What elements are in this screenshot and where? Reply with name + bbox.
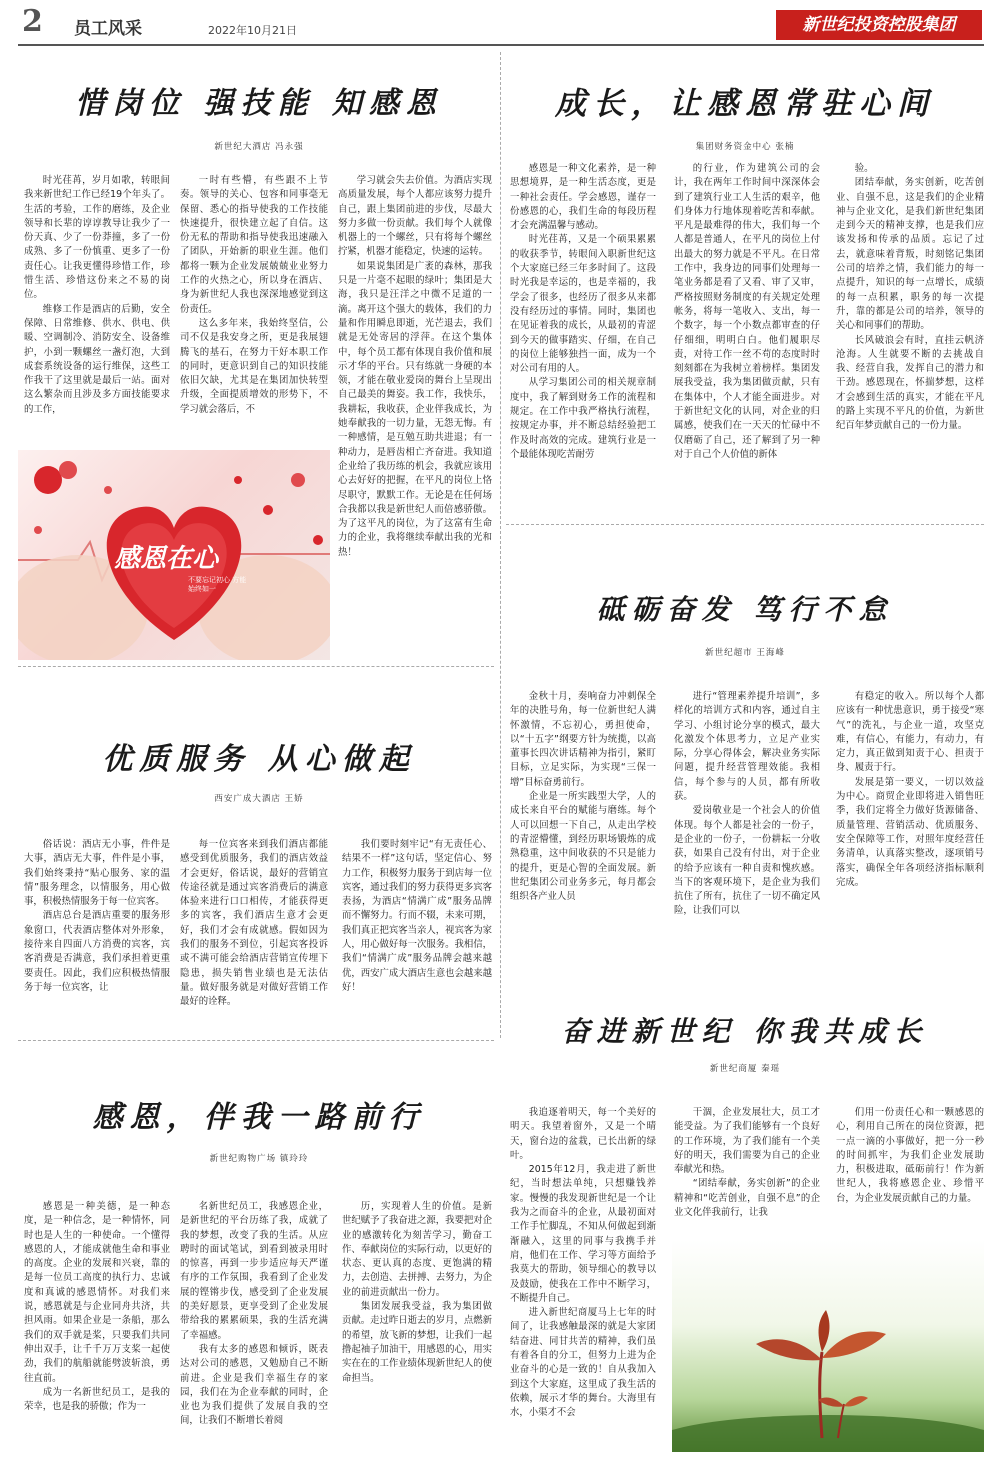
article-4-col-3-text <box>342 838 492 995</box>
paragraph: 2015年12月，我走进了新世纪，当时想法单纯，只想赚钱养家。慢慢的我发现新世纪是一个让我为之而奋斗的企业，从最初面对工作手忙脚乱，不知从何做起到渐渐融入，这里的同事与我携手并肩，他们在工作、学习等方面给予我莫大的帮助，领导细心的教导以及鼓励，使我在工作中不断学习，不断提升自己。 <box>510 1164 656 1304</box>
paragraph: 酒店总台是酒店重要的服务形象窗口，代表酒店整体对外形象，接待来自四面八方消费的宾客，宾客消费是否满意，我们承担着更重要责任。因此，我们应积极热情服务于每一位宾客，让 <box>24 910 170 993</box>
article-4-col-1 <box>24 838 170 1034</box>
paragraph: 爱岗敬业是一个社会人的价值体现。每个人都是社会的一份子，是企业的一份子，一份耕耘一分收获，如果自己没有付出，对于企业的给予应该有一种自责和愧疚感。当下的客观环境下，是企业为我们抗住了所有，抗住了一切不确定风险，让我们可以 <box>674 805 820 917</box>
paragraph: 历，实现着人生的价值。是新世纪赋予了我奋进之源，我要把对企业的感激转化为刻苦学习，勤奋工作、奉献岗位的实际行动，以更好的状态、更认真的态度、更饱满的精力，去创造、去拼搏、去努力，为企业的前进贡献出一份力。 <box>342 1201 492 1298</box>
article-4-title: 优质服务 从心做起 <box>102 742 416 777</box>
header-rule <box>18 44 984 46</box>
paragraph: 名新世纪员工，我感恩企业，是新世纪的平台历练了我，成就了我的梦想，改变了我的生活。从应聘时的面试笔试，到看到被录用时的惊喜，再到一步步适应每天严谨有序的工作氛围，我看到了企业发展的铿锵步伐，感受到了企业发展的美好愿景，更享受到了企业发展带给我的累累硕果，我的生活充满了幸福感。 <box>180 1201 328 1341</box>
article-4-byline: 西安广成大酒店 王娇 <box>214 794 304 804</box>
article-3-byline: 新世纪超市 王海峰 <box>705 648 785 658</box>
article-2-title: 成长，让感恩常驻心间 <box>555 86 935 122</box>
sprout-image <box>672 1240 984 1452</box>
paragraph: 干涸，企业发展壮大，员工才能受益。为了我们能够有一个良好的工作环境，为了我们能有一个美好的明天，我们需要为自己的企业奉献光和热。 <box>674 1107 820 1176</box>
article-4-col-2-text <box>180 838 328 1010</box>
article-2-col-3 <box>836 162 984 517</box>
paragraph: 我们要时刻牢记“有无责任心、结果不一样”这句话，坚定信心、努力工作，积极努力服务于到店每一位宾客，通过我们的努力获得更多宾客表扬，为酒店“情满广成”服务品牌而不懈努力。行而不辍，未来可期，我们真正把宾客当亲人，视宾客为家人，用心做好每一次服务。我相信，我们“情满广成”服务品牌会越来越优，西安广成大酒店生意也会越来越好！ <box>342 839 492 993</box>
divider <box>506 524 984 525</box>
paragraph: 时光荏苒，岁月如歌，转眼间我来新世纪工作已经19个年头了。生活的考验，工作的磨练，及企业领导和长辈的谆谆教导让我少了一份天真、少了一份莽撞，多了一份成熟、多了一份慎重、更多了一份责任心。让我更懂得珍惜工作，珍惜生活、珍惜这份来之不易的岗位。 <box>24 175 170 301</box>
paragraph: 长风破浪会有时，直挂云帆济沧海。人生就要不断的去挑战自我、经营自我，发挥自己的潜力和干劲。感恩现在，怀揣梦想，这样才会感到生活的真实，才能在平凡的路上实现不平凡的价值，为新世纪百年梦贡献自己的一份力量。 <box>836 334 984 432</box>
paragraph: 成为一名新世纪员工，是我的荣幸，也是我的骄傲；作为一 <box>24 1386 170 1413</box>
paragraph: 的行业，作为建筑公司的会计，我在两年工作时间中深深体会到了建筑行业工人生活的艰辛，他们身体力行地体现着吃苦和奉献。平凡是最难得的伟大，我们每一个人都是普通人，在平凡的岗位上付出最大的努力就是不平凡。在日常工作中，我身边的同事们处理每一笔业务都是看了又看、审了又审，严格按照财务制度的有关规定处理帐务，将每一笔收入、支出，每一个数字，每一个小数点都审查的仔仔细细，明明白白。他们履职尽责，对待工作一丝不苟的态度时时刻刻都在为我树立着榜样。集团发展我受益，我为集团做贡献，只有在集体中，个人才能全面进步。对于新世纪文化的认同，对企业的归属感，使我们在一天天的忙碌中不仅磨砺了自己，还了解到了另一种对于自己个人价值的新体 <box>674 163 820 460</box>
paragraph: 感恩是一种文化素养，是一种思想境界，是一种生活态度，更是一种社会责任。学会感恩，谨存一份感恩的心，我们生命的每段历程才会充满温馨与感动。 <box>510 163 656 232</box>
paragraph: 一时有些懵，有些跟不上节奏。领导的关心、包容和同事毫无保留、悉心的指导使我的工作技能快速提升，很快建立起了自信。这份无私的帮助和指导使我迅速融入了团队，开始新的职业生涯。他们都将一颗为企业发展兢兢业业努力工作的火热之心，所以身在酒店、身为新世纪人我也深深地感觉到这份责任。 <box>180 175 328 315</box>
article-2-col-1-text <box>510 162 656 462</box>
page-number: 2 <box>22 4 43 39</box>
article-2-col-3-text <box>836 162 984 434</box>
heart-subcaption: 不要忘记初心 方能始终如一 <box>188 576 247 593</box>
article-1-col-2 <box>180 174 328 442</box>
paragraph: 验。 <box>854 163 874 174</box>
paragraph: 企业是一所实践型大学，人的成长来自平台的赋能与磨练。每个人可以回想一下自己，从走出学校的青涩懵懂，到经历职场锻炼的成熟稳重，这中间收获的不只是能力的提升，更是心智的全面发展。新世纪集团公司业务多元，每月都会组织各产业人员 <box>510 791 656 903</box>
article-6-title: 感恩，伴我一路前行 <box>92 1100 426 1135</box>
paragraph: 每一位宾客来到我们酒店都能感受到优质服务，我们的酒店效益才会更好，俗话说，最好的营销宣传途径就是通过宾客消费后的满意体验来进行口口相传，才能获得更多的宾客，我们酒店生意才会更好，我们才会有成就感。假如因为我们的服务不到位，引起宾客投诉或不满可能会给酒店营销宣传埋下隐患，损失销售业绩也是无法估量。做好服务就是对做好营销工作最好的诠释。 <box>180 839 328 1008</box>
article-5-byline: 新世纪商厦 秦瑶 <box>709 1064 781 1074</box>
article-2-col-2 <box>674 162 820 517</box>
article-1-col-2-text <box>180 174 328 417</box>
article-6-col-3-text <box>342 1200 492 1386</box>
paragraph: “团结奉献，务实创新”的企业精神和“吃苦创业，自强不息”的企业文化伴我前行，让我 <box>674 1178 820 1219</box>
article-5-col-3 <box>836 1106 984 1232</box>
paragraph: 集团发展我受益，我为集团做贡献。走过昨日逝去的岁月，点燃新的希望，放飞新的梦想，让我们一起撸起袖子加油干，用感恩的心，用实实在在的工作业绩体现新世纪人的使命担当。 <box>342 1301 492 1384</box>
article-2-col-1 <box>510 162 656 517</box>
article-2-byline: 集团财务资金中心 张楠 <box>695 142 795 152</box>
article-4-col-3 <box>342 838 492 1034</box>
article-5-col-2-text <box>674 1106 820 1220</box>
sprout-illustration <box>672 1240 984 1452</box>
paragraph: 如果说集团是广袤的森林，那我只是一片毫不起眼的绿叶；集团是大海，我只是汪洋之中微不足道的一滴。离开这个强大的载体，我们的力量和作用瞬息即逝，光芒退去，我们就是无处寄居的浮萍。在这个集体中，每个员工都有体现自我价值和展示才华的平台。只有练就一身硬的本领，才能在敬业爱岗的舞台上呈现出自己最美的舞姿。我工作，我快乐，我耕耘，我收获，企业伴我成长，为她奉献我的一切力量，无怨无悔。有一种感情，是互勉互助共进退；有一种动力，是唇齿相亡齐奋进。我知道企业给了我历练的机会，我就应该用心去好好的把握，在平凡的岗位上恪尽职守，默默工作。无论是在任何场合我都以我是新世纪人而倍感骄傲。为了这平凡的岗位，为了这富有生命力的企业，我将继续奉献出我的光和热！ <box>338 260 492 558</box>
article-3-col-2-text <box>674 690 820 919</box>
article-6-col-1 <box>24 1200 170 1458</box>
paragraph: 这么多年来，我始终坚信，公司不仅是我安身之所，更是我展翅腾飞的基石，在努力干好本职工作的同时，更意识到自己的知识技能依旧欠缺，尤其是在集团加快转型升级，全面提质增效的形势下，不学习就会落后，不 <box>180 317 328 415</box>
paragraph: 我有太多的感恩和倾诉，既表达对公司的感恩，又勉励自己不断前进。企业是我们幸福生存的家园，我们在为企业奉献的同时，企业也为我们提供了发展自我的空间，让我们不断增长着阅 <box>180 1343 328 1427</box>
article-5-col-1 <box>510 1106 656 1446</box>
paragraph: 学习就会失去价值。为酒店实现高质量发展，每个人都应该努力提升自己，跟上集团前进的步伐，尽最大努力多做一份贡献。我们每个人就像机器上的一个螺丝，只有将每个螺丝拧紧，机器才能稳定，快速的运转。 <box>338 175 492 258</box>
article-4-col-2 <box>180 838 328 1034</box>
article-1-col-3-text <box>338 174 492 560</box>
brand-logo: 新世纪投资控股集团 <box>776 10 982 40</box>
article-4-col-1-text <box>24 838 170 995</box>
article-6-col-2 <box>180 1200 328 1458</box>
paragraph: 感恩是一种美德，是一种态度，是一种信念，是一种情怀，同时也是人生的一种使命。一个懂得感恩的人，才能成就他生命和事业的高度。企业的发展和兴衰，靠的是每一位员工高度的执行力、忠诚度和真诚的感恩情怀。对我们来说，感恩就是与企业同舟共济，共担风雨。如果企业是一条船，那么我们的双手就是桨，只要我们共同伸出双手，让千千万万支桨一起使劲，我们的航船就能劈波斩浪，勇往直前。 <box>24 1201 170 1384</box>
hands-heart-image <box>18 450 330 660</box>
article-3-col-1-text <box>510 690 656 904</box>
article-1-col-1 <box>24 174 170 442</box>
paragraph: 进行“管理素养提升培训”，多样化的培训方式和内容，通过自主学习、小组讨论分享的模式，最大化激发个体思考力，立足产业实际，分享心得体会，解决业务实际问题，提升经营管理效能。我相信，每个参与的人员，都有所收获。 <box>674 691 820 803</box>
article-2-col-2-text <box>674 162 820 462</box>
paragraph: 们用一份责任心和一颗感恩的心，利用自己所在的岗位资源，把一点一滴的小事做好，把一分一秒的时间抓牢，为我们企业发展助力，积极进取，砥砺前行！作为新世纪人，我将感恩企业、珍惜平台，为企业发展贡献自己的力量。 <box>836 1107 984 1204</box>
article-5-col-1-text <box>510 1106 656 1421</box>
article-3-title: 砥砺奋发 笃行不怠 <box>596 593 894 626</box>
paragraph: 从学习集团公司的相关规章制度中，我了解到财务工作的流程和规定。在工作中我严格执行流程，按规定办事，并不断总结经验把工作及时高效的完成。建筑行业是一个最能体现吃苦耐劳 <box>510 377 656 460</box>
section-title: 员工风采 <box>74 19 142 39</box>
heart-caption: 感恩在心 <box>114 544 219 574</box>
paragraph: 我追逐着明天，每一个美好的明天。我望着窗外，又是一个晴天，窗台边的盆栽，已长出新的绿叶。 <box>510 1107 656 1161</box>
paragraph: 金秋十月，奏响奋力冲刺保全年的决胜号角，每一位新世纪人满怀激情，不忘初心，勇担使命，以“十五字”纲要方针为统揽，以高董事长四次讲话精神为指引，紧盯目标，立足实际，为实现“三保一增”目标奋勇前行。 <box>510 691 656 788</box>
paragraph: 团结奉献，务实创新，吃苦创业、自强不息，这是我们的企业精神与企业文化，是我们新世纪集团走到今天的精神支撑，也是我们应该发扬和传承的品质。忘记了过去，就意味着背叛，时刻铭记集团公司的培养之情，我们能力的每一点提升，知识的每一点增长，成绩的每一点积累，职务的每一次提升，靠的都是公司的培养，领导的关心和同事们的帮助。 <box>836 177 984 332</box>
paragraph: 维修工作是酒店的后勤，安全保障、日常维修、供水、供电、供暖、空调制冷、消防安全、设备维护，小到一颗螺丝一盏灯泡，大到成套系统设备的运行维保，这些工作我干了这里就是最后一站。面对这么繁杂而且涉及多方面技能要求的工作， <box>24 303 170 415</box>
article-3-col-3-text <box>836 690 984 890</box>
divider <box>18 666 494 667</box>
article-6-col-1-text <box>24 1200 170 1414</box>
article-5-title: 奋进新世纪 你我共成长 <box>561 1015 929 1048</box>
issue-date: 2022年10月21日 <box>208 24 297 37</box>
paragraph: 俗话说：酒店无小事，件件是大事，酒店无大事，件件是小事，我们始终秉持“贴心服务、家的温情”服务理念，以情服务，用心做事，积极热情服务于每一位宾客。 <box>24 839 170 908</box>
article-6-byline: 新世纪购物广场 镇玲玲 <box>209 1154 309 1164</box>
article-5-col-3-text <box>836 1106 984 1206</box>
article-5-col-2 <box>674 1106 820 1232</box>
article-6-col-2-text <box>180 1200 328 1429</box>
paragraph: 进入新世纪商厦马上七年的时间了，让我感触最深的就是大家团结奋进、同甘共苦的精神，我们虽有着各自的分工，但努力上进为企业奋斗的心是一致的！自从我加入到这个大家庭，这里成了我生活的依赖，展示才华的舞台。大海里有水，小渠才不会 <box>510 1307 656 1419</box>
article-3-col-2 <box>674 690 820 1008</box>
article-1-col-1-text <box>24 174 170 417</box>
article-6-col-3 <box>342 1200 492 1458</box>
paragraph: 时光荏苒，又是一个硕果累累的收获季节，转眼间入职新世纪这个大家庭已经三年多时间了。这段时光我是幸运的，也是幸福的，我学会了很多，也经历了很多从来都没有经历过的事情。同时，集团也在见证着我的成长，从最初的青涩到今天的做事踏实、仔细，在自己的岗位上能够独挡一面，成为一个对公司有用的人。 <box>510 234 656 375</box>
article-1-col-3 <box>338 174 492 648</box>
center-divider <box>500 52 501 1038</box>
paragraph: 有稳定的收入。所以每个人都应该有一种忧患意识，勇于接受“寒气”的洗礼，与企业一道，攻坚克难，有信心，有能力，有动力，有定力，真正做到知责于心、担责于身、履责于行。 <box>836 691 984 774</box>
article-1-title: 惜岗位 强技能 知感恩 <box>75 86 443 121</box>
divider <box>18 1040 494 1041</box>
article-3-col-1 <box>510 690 656 1008</box>
paragraph: 发展是第一要义，一切以效益为中心。商贸企业即将进入销售旺季，我们定将全力做好货源储备、质量管理、营销活动、优质服务、安全保障等工作，对照年度经营任务清单，认真落实整改，逐项销号落实，确保全年各项经济指标顺利完成。 <box>836 776 984 888</box>
article-1-byline: 新世纪大酒店 冯永强 <box>214 142 304 152</box>
article-3-col-3 <box>836 690 984 1008</box>
